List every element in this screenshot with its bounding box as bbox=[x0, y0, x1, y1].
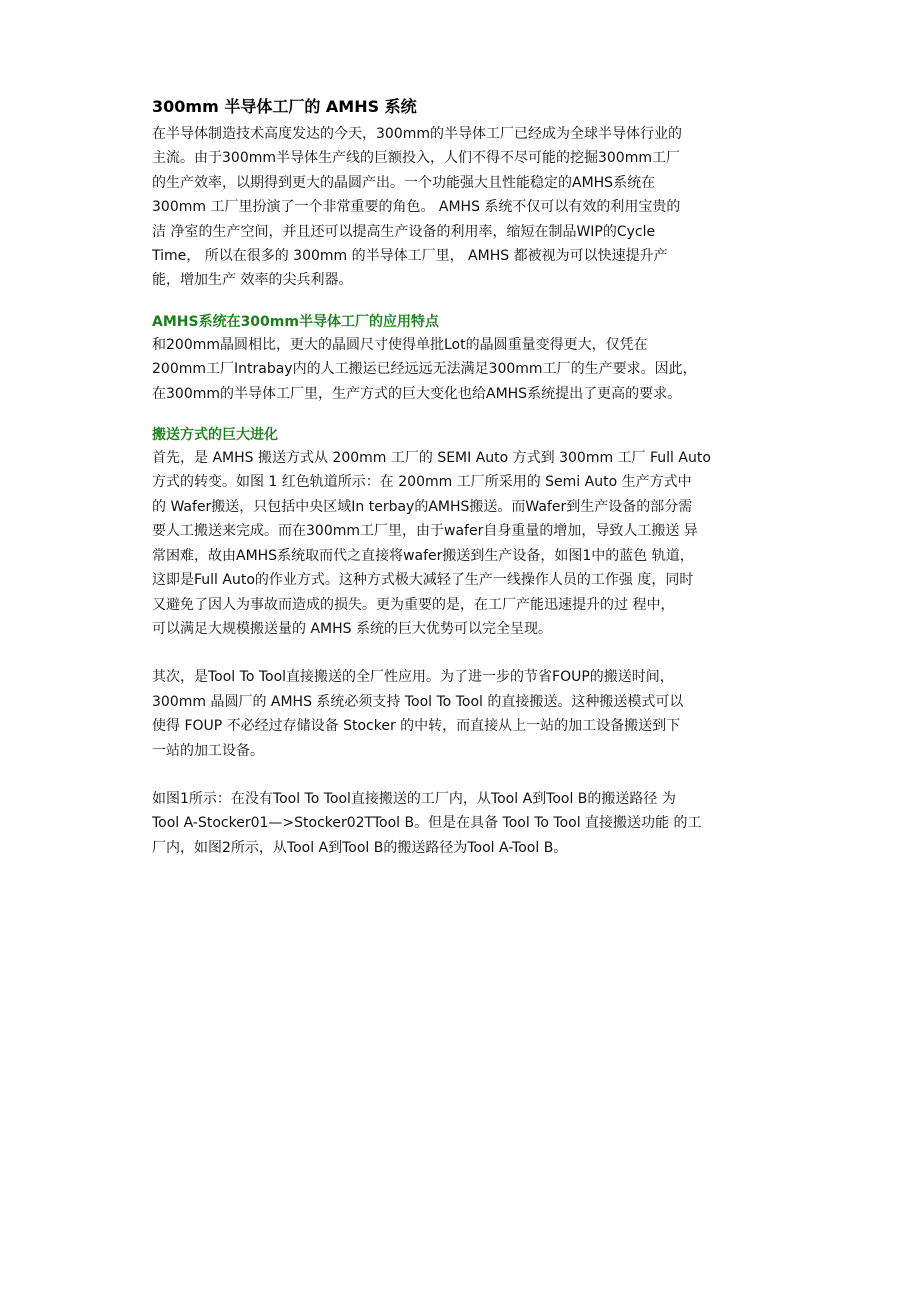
page-title: 300mm 半导体工厂的 AMHS 系统 bbox=[152, 97, 417, 116]
text-line: 300mm 晶圆厂的 AMHS 系统必须支持 Tool To Tool 的直接搬送。这种搬送模式可以 bbox=[152, 693, 684, 710]
text-line: 使得 FOUP 不必经过存储设备 Stocker 的中转，而直接从上一站的加工设备搬送到下 bbox=[152, 718, 681, 735]
text-line: 又避免了因人为事故而造成的损失。更为重要的是，在工厂产能迅速提升的过 程中， bbox=[152, 596, 675, 613]
section2-paragraph-3 bbox=[152, 787, 776, 860]
document-page bbox=[152, 96, 776, 860]
section-heading-application: AMHS系统在300mm半导体工厂的应用特点 bbox=[152, 313, 439, 330]
text-line: 首先，是 AMHS 搬送方式从 200mm 工厂的 SEMI Auto 方式到 300mm 工厂 Full Auto bbox=[152, 450, 711, 467]
text-line: 可以满足大规模搬送量的 AMHS 系统的巨大优势可以完全呈现。 bbox=[152, 620, 552, 637]
text-line: 洁 净室的生产空间，并且还可以提高生产设备的利用率，缩短在制品WIP的Cycle bbox=[152, 223, 656, 240]
text-line: 200mm工厂Intrabay内的人工搬运已经远远无法满足300mm工厂的生产要求。因此， bbox=[152, 361, 697, 378]
text-line: 300mm 工厂里扮演了一个非常重要的角色。 AMHS 系统不仅可以有效的利用宝贵的 bbox=[152, 199, 681, 216]
text-line: Tool A-Stocker01—>Stocker02TTool B。但是在具备 Tool To Tool 直接搬送功能 的工 bbox=[152, 815, 702, 832]
text-line: 能，增加生产 效率的尖兵利器。 bbox=[152, 272, 353, 289]
text-line: 厂内，如图2所示，从Tool A到Tool B的搬送路径为Tool A-Tool B。 bbox=[152, 839, 568, 856]
text-line: 的 Wafer搬送，只包括中央区域In terbay的AMHS搬送。而Wafer到生产设备的部分需 bbox=[152, 498, 693, 515]
text-line: 一站的加工设备。 bbox=[152, 742, 264, 759]
text-line: 常困难，故由AMHS系统取而代之直接将wafer搬送到生产设备，如图1中的蓝色 轨道， bbox=[152, 547, 694, 564]
section-heading-transport: 搬送方式的巨大进化 bbox=[152, 427, 278, 444]
text-line: 在半导体制造技术高度发达的今天，300mm的半导体工厂已经成为全球半导体行业的 bbox=[152, 126, 682, 142]
text-line: 要人工搬送来完成。而在300mm工厂里，由于wafer自身重量的增加，导致人工搬送 异 bbox=[152, 523, 698, 540]
section2-paragraph-1 bbox=[152, 446, 776, 641]
text-line: 的生产效率，以期得到更大的晶圆产出。一个功能强大且性能稳定的AMHS系统在 bbox=[152, 174, 656, 191]
section1-paragraph bbox=[152, 333, 776, 406]
text-line: Time， 所以在很多的 300mm 的半导体工厂里， AMHS 都被视为可以快速提升产 bbox=[152, 248, 668, 265]
text-line: 主流。由于300mm半导体生产线的巨额投入，人们不得不尽可能的挖掘300mm工厂 bbox=[152, 150, 680, 167]
text-line: 和200mm晶圆相比，更大的晶圆尺寸使得单批Lot的晶圆重量变得更大，仅凭在 bbox=[152, 336, 648, 353]
text-line: 其次，是Tool To Tool直接搬送的全厂性应用。为了进一步的节省FOUP的搬送时间， bbox=[152, 669, 674, 686]
text-line: 方式的转变。如图 1 红色轨道所示：在 200mm 工厂所采用的 Semi Auto 生产方式中 bbox=[152, 474, 692, 491]
intro-paragraph bbox=[152, 122, 776, 293]
spacer bbox=[152, 293, 776, 311]
spacer bbox=[152, 641, 776, 665]
text-line: 这即是Full Auto的作业方式。这种方式极大减轻了生产一线操作人员的工作强 度，同时 bbox=[152, 572, 694, 589]
spacer bbox=[152, 406, 776, 424]
spacer bbox=[152, 763, 776, 787]
section2-paragraph-2 bbox=[152, 665, 776, 763]
text-line: 在300mm的半导体工厂里，生产方式的巨大变化也给AMHS系统提出了更高的要求。 bbox=[152, 385, 682, 402]
text-line: 如图1所示：在没有Tool To Tool直接搬送的工厂内，从Tool A到Tool B的搬送路径 为 bbox=[152, 790, 676, 807]
